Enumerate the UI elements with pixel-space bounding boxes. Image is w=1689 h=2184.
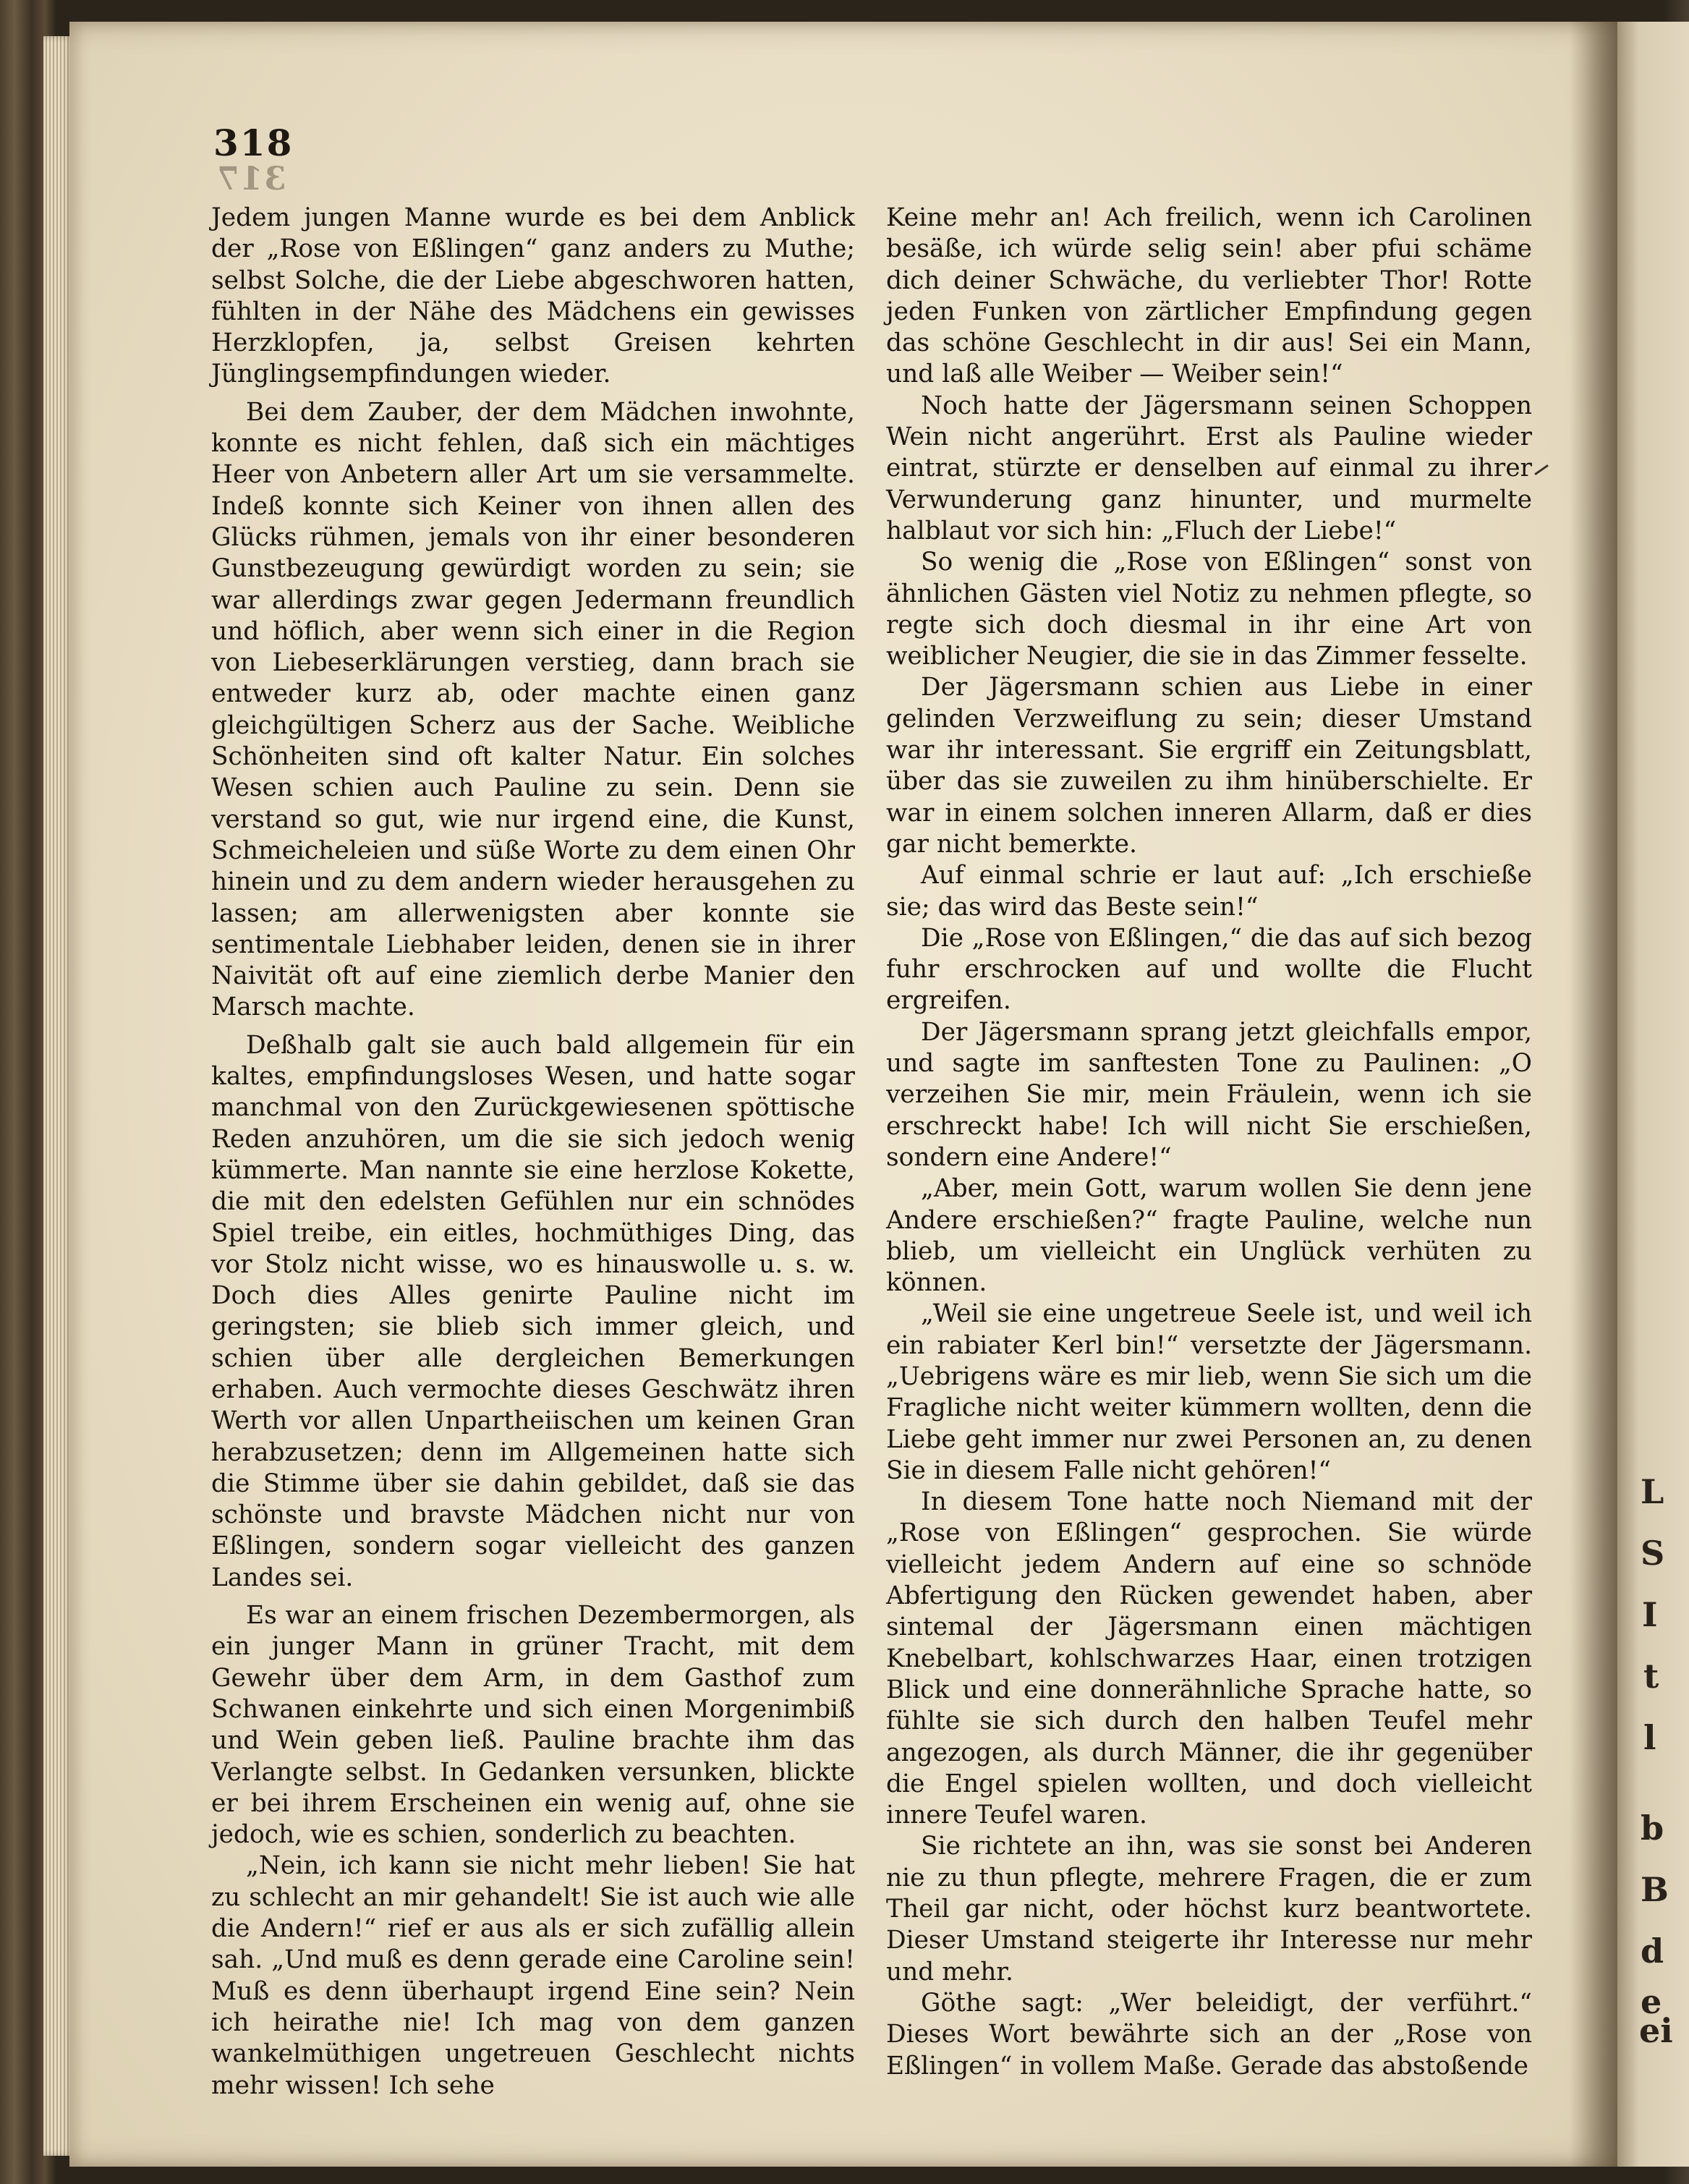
next-page-glyph: t	[1643, 1657, 1659, 1696]
next-page-glyph: b	[1641, 1809, 1664, 1848]
next-page-glyph: ei	[1639, 2011, 1673, 2050]
paragraph: Göthe sagt: „Wer beleidigt, der verführt.“ Dieses Wort bewährte sich an der „Rose von Eßlingen“ in vollem Maße. Gerade das abstoßende	[886, 1988, 1532, 2081]
paragraph: Der Jägersmann schien aus Liebe in einer gelinden Verzweiflung zu sein; dieser Umstand war ihr interessant. Sie ergriff ein Zeitungsblatt, über das sie zuweilen zu ihm hinüberschielte. Er war in einem solchen inneren Allarm, daß er dies gar nicht bemerkte.	[886, 673, 1532, 859]
page-stack-edge	[43, 36, 72, 2156]
next-page-glyph: S	[1641, 1534, 1665, 1573]
paragraph: „Aber, mein Gott, warum wollen Sie denn jene Andere erschießen?“ fragte Pauline, welche nun blieb, um vielleicht ein Unglück verhüten zu können.	[886, 1174, 1532, 1298]
right-text-column	[886, 203, 1532, 2081]
next-page-glyph: d	[1641, 1932, 1664, 1971]
paragraph: Es war an einem frischen Dezembermorgen, als ein junger Mann in grüner Tracht, mit dem Gewehr über dem Arm, in dem Gasthof zum Schwanen einkehrte und sich einen Morgenimbiß und Wein geben ließ. Pauline brachte ihm das Verlangte selbst. In Gedanken versunken, blickte er bei ihrem Erscheinen ein wenig auf, ohne sie jedoch, wie es schien, sonderlich zu beachten.	[211, 1601, 855, 1850]
paragraph: Deßhalb galt sie auch bald allgemein für ein kaltes, empfindungsloses Wesen, und hatte sogar manchmal von den Zurückgewiesenen spöttische Reden anzuhören, um die sie sich jedoch wenig kümmerte. Man nannte sie eine herzlose Kokette, die mit den edelsten Gefühlen nur ein schnödes Spiel treibe, ein eitles, hochmüthiges Ding, das vor Stolz nicht wisse, wo es hinauswolle u. s. w. Doch dies Alles genirte Pauline nicht im geringsten; sie blieb sich immer gleich, und schien über alle dergleichen Bemerkungen erhaben. Auch vermochte dieses Geschwätz ihren Werth vor allen Unpartheiischen um keinen Gran herabzusetzen; denn im Allgemeinen hatte sich die Stimme über sie dahin gebildet, daß sie das schönste und bravste Mädchen nicht nur von Eßlingen, sondern sogar vielleicht des ganzen Landes sei.	[211, 1030, 855, 1592]
next-page-glyph: L	[1641, 1472, 1664, 1511]
paragraph: Jedem jungen Manne wurde es bei dem Anblick der „Rose von Eßlingen“ ganz anders zu Muthe; selbst Solche, die der Liebe abgeschworen hatten, fühlten in der Nähe des Mädchens ein gewisses Herzklopfen, ja, selbst Greisen kehrten Jünglingsempfindungen wieder.	[211, 203, 855, 389]
left-text-column	[211, 203, 855, 2100]
page-number: 318	[213, 122, 294, 164]
paragraph: In diesem Tone hatte noch Niemand mit der „Rose von Eßlingen“ gesprochen. Sie würde vielleicht jedem Andern auf eine so schnöde Abfertigung den Rücken gewendet haben, aber sintemal der Jägersmann einen mächtigen Knebelbart, kohlschwarzes Haar, einen trotzigen Blick und eine donnerähnliche Sprache hatte, so fühlte sie sich durch den halben Teufel mehr angezogen, als durch Männer, die ihr gegenüber die Engel spielen wollten, und doch vielleicht innere Teufel waren.	[886, 1487, 1532, 1830]
next-page-glyph: l	[1643, 1718, 1656, 1757]
next-page-glyph: B	[1641, 1870, 1669, 1909]
paragraph: Auf einmal schrie er laut auf: „Ich erschieße sie; das wird das Beste sein!“	[886, 861, 1532, 922]
next-page-glyph: I	[1642, 1595, 1658, 1634]
next-page-glyph: e	[1641, 1982, 1662, 2021]
bleed-through-page-number: 317	[216, 161, 286, 197]
paragraph: Sie richtete an ihn, was sie sonst bei Anderen nie zu thun pflegte, mehrere Fragen, die er zum Theil gar nicht, oder höchst kurz beantwortete. Dieser Umstand steigerte ihr Interesse nur mehr und mehr.	[886, 1832, 1532, 1987]
paragraph: Der Jägersmann sprang jetzt gleichfalls empor, und sagte im sanftesten Tone zu Paulinen: „O verzeihen Sie mir, mein Fräulein, wenn ich sie erschreckt habe! Ich will nicht Sie erschießen, sondern eine Andere!“	[886, 1017, 1532, 1172]
paragraph: Die „Rose von Eßlingen,“ die das auf sich bezog fuhr erschrocken auf und wollte die Flucht ergreifen.	[886, 923, 1532, 1016]
paragraph: „Weil sie eine ungetreue Seele ist, und weil ich ein rabiater Kerl bin!“ versetzte der Jägersmann. „Uebrigens wäre es mir lieb, wenn Sie sich um die Fragliche nicht weiter kümmern wollten, denn die Liebe geht immer nur zwei Personen an, zu denen Sie in diesem Falle nicht gehören!“	[886, 1299, 1532, 1485]
paragraph: Bei dem Zauber, der dem Mädchen inwohnte, konnte es nicht fehlen, daß sich ein mächtiges Heer von Anbetern aller Art um sie versammelte. Indeß konnte sich Keiner von ihnen allen des Glücks rühmen, jemals von ihr einer besonderen Gunstbezeugung gewürdigt worden zu sein; sie war allerdings zwar gegen Jedermann freundlich und höflich, aber wenn sich einer in die Region von Liebeserklärungen verstieg, dann brach sie entweder kurz ab, oder machte einen ganz gleichgültigen Scherz aus der Sache. Weibliche Schönheiten sind oft kalter Natur. Ein solches Wesen schien auch Pauline zu sein. Denn sie verstand so gut, wie nur irgend eine, die Kunst, Schmeicheleien und süße Worte zu dem einen Ohr hinein und zu dem andern wieder herausgehen zu lassen; am allerwenigsten aber konnte sie sentimentale Liebhaber leiden, denen sie in ihrer Naivität oft auf eine ziemlich derbe Manier den Marsch machte.	[211, 397, 855, 1022]
paragraph: Keine mehr an! Ach freilich, wenn ich Carolinen besäße, ich würde selig sein! aber pfui schäme dich deiner Schwäche, du verliebter Thor! Rotte jeden Funken von zärtlicher Empfindung gegen das schöne Geschlecht in dir aus! Sei ein Mann, und laß alle Weiber — Weiber sein!“	[886, 203, 1532, 389]
paragraph: So wenig die „Rose von Eßlingen“ sonst von ähnlichen Gästen viel Notiz zu nehmen pflegte, so regte sich doch diesmal in ihr eine Art von weiblicher Neugier, die sie in das Zimmer fesselte.	[886, 548, 1532, 671]
gutter-shadow	[1570, 22, 1620, 2167]
next-page-strip	[1617, 22, 1689, 2167]
paragraph: „Nein, ich kann sie nicht mehr lieben! Sie hat zu schlecht an mir gehandelt! Sie ist auch wie alle die Andern!“ rief er aus als er sich zufällig allein sah. „Und muß es denn gerade eine Caroline sein! Muß es denn überhaupt irgend Eine sein? Nein ich heirathe nie! Ich mag von dem ganzen wankelmüthigen ungetreuen Geschlecht nichts mehr wissen! Ich sehe	[211, 1851, 855, 2100]
paragraph: Noch hatte der Jägersmann seinen Schoppen Wein nicht angerührt. Erst als Pauline wieder eintrat, stürzte er denselben auf einmal zu ihrer Verwunderung ganz hinunter, und murmelte halblaut vor sich hin: „Fluch der Liebe!“	[886, 391, 1532, 545]
